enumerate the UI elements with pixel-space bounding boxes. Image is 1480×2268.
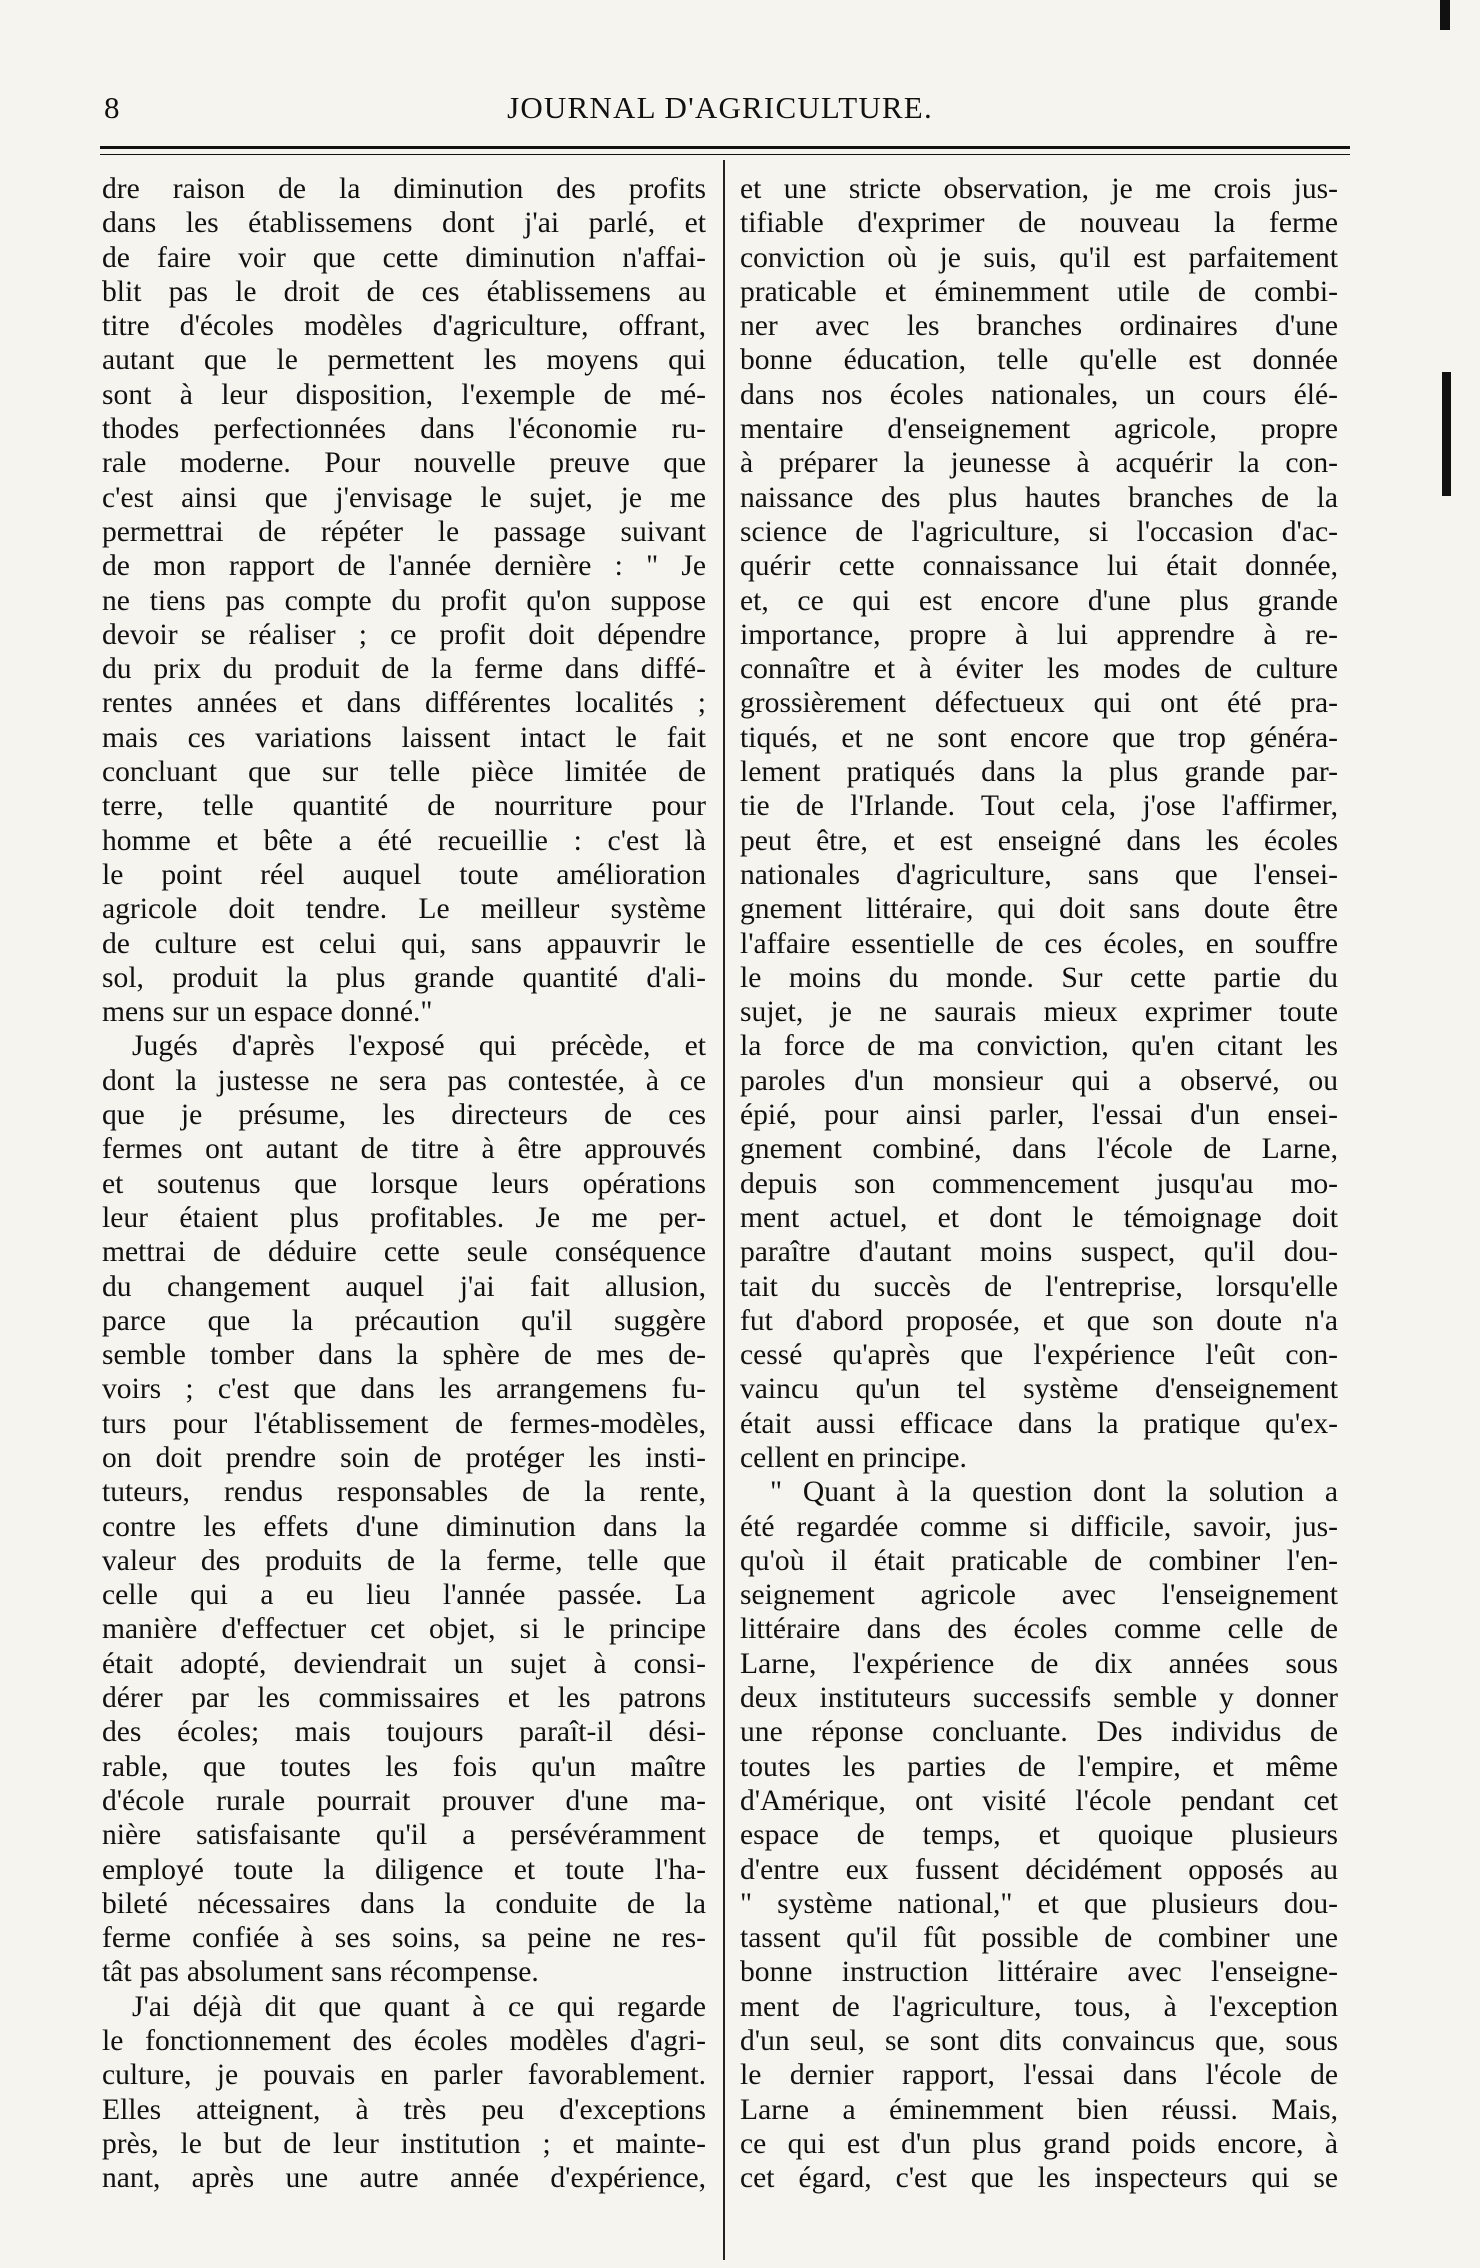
margin-mark-top [1440, 0, 1450, 30]
text-line: tassent qu'il fût possible de combiner une [740, 1922, 1338, 1955]
text-line: dre raison de la diminution des profits [102, 173, 706, 205]
running-title: JOURNAL D'AGRICULTURE. [507, 90, 933, 125]
text-line: ment actuel, et dont le témoignage doit [740, 1201, 1338, 1234]
text-line: nant, après une autre année d'expérience, [102, 2162, 706, 2195]
text-line: paroles d'un monsieur qui a observé, ou [740, 1064, 1338, 1097]
text-line: tait du succès de l'entreprise, lorsqu'elle [740, 1270, 1338, 1303]
text-line: gnement littéraire, qui doit sans doute être [740, 893, 1338, 926]
text-line: J'ai déjà dit que quant à ce qui regarde [132, 1990, 706, 2023]
text-line: et soutenus que lorsque leurs opérations [102, 1167, 706, 1200]
text-line: titre d'écoles modèles d'agriculture, offrant, [102, 310, 706, 343]
text-line: cet égard, c'est que les inspecteurs qui se [740, 2162, 1338, 2195]
text-line: c'est ainsi que j'envisage le sujet, je me [102, 481, 706, 514]
text-line: celle qui a eu lieu l'année passée. La [102, 1579, 706, 1612]
text-line: culture, je pouvais en parler favorablement. [102, 2059, 706, 2092]
text-line: ne tiens pas compte du profit qu'on suppose [102, 584, 706, 617]
text-line: d'école rurale pourrait prouver d'une ma- [102, 1784, 706, 1817]
text-line: science de l'agriculture, si l'occasion d'ac- [740, 515, 1338, 548]
text-line: près, le but de leur institution ; et mainte- [102, 2127, 706, 2160]
text-line: deux instituteurs successifs semble y donner [740, 1682, 1338, 1715]
text-line: de culture est celui qui, sans appauvrir le [102, 927, 706, 960]
text-line: seignement agricole avec l'enseignement [740, 1579, 1338, 1612]
text-line: gnement combiné, dans l'école de Larne, [740, 1133, 1338, 1166]
column-divider [723, 160, 725, 2260]
text-line: l'affaire essentielle de ces écoles, en souffre [740, 927, 1338, 960]
text-line: rale moderne. Pour nouvelle preuve que [102, 447, 706, 480]
text-line: grossièrement défectueux qui ont été pra- [740, 687, 1338, 720]
text-line: fut d'abord proposée, et que son doute n'a [740, 1304, 1338, 1337]
text-line: d'Amérique, ont visité l'école pendant cet [740, 1784, 1338, 1817]
text-line: mentaire d'enseignement agricole, propre [740, 413, 1338, 446]
text-line: lement pratiqués dans la plus grande par- [740, 756, 1338, 789]
text-line: sujet, je ne saurais mieux exprimer toute [740, 996, 1338, 1029]
text-line: cessé qu'après que l'expérience l'eût con- [740, 1339, 1338, 1372]
text-line: tât pas absolument sans récompense. [102, 1956, 539, 1989]
text-line: cellent en principe. [740, 1441, 967, 1474]
text-line: été regardée comme si difficile, savoir, jus- [740, 1510, 1338, 1543]
text-line: de faire voir que cette diminution n'affai- [102, 241, 706, 274]
text-line: le point réel auquel toute amélioration [102, 858, 706, 891]
text-line: était aussi efficace dans la pratique qu'ex- [740, 1407, 1338, 1440]
text-line: espace de temps, et quoique plusieurs [740, 1819, 1338, 1852]
text-line: bileté nécessaires dans la conduite de la [102, 1887, 706, 1920]
text-line: thodes perfectionnées dans l'économie ru- [102, 413, 706, 446]
page-header [100, 86, 1340, 136]
text-line: parce que la précaution qu'il suggère [102, 1304, 706, 1337]
text-line: Larne, l'expérience de dix années sous [740, 1647, 1338, 1680]
text-line: tuteurs, rendus responsables de la rente, [102, 1476, 706, 1509]
text-line: du changement auquel j'ai fait allusion, [102, 1270, 706, 1303]
text-line: le fonctionnement des écoles modèles d'agri- [102, 2025, 706, 2058]
text-line: concluant que sur telle pièce limitée de [102, 756, 706, 789]
text-line: blit pas le droit de ces établissemens au [102, 275, 706, 308]
text-line: une réponse concluante. Des individus de [740, 1716, 1338, 1749]
text-line: dérer par les commissaires et les patrons [102, 1682, 706, 1715]
text-line: et, ce qui est encore d'une plus grande [740, 584, 1338, 617]
text-line: épié, pour ainsi parler, l'essai d'un ensei- [740, 1099, 1338, 1132]
text-line: voirs ; c'est que dans les arrangemens fu- [102, 1373, 706, 1406]
text-line: semble tomber dans la sphère de mes de- [102, 1339, 706, 1372]
text-line: fermes ont autant de titre à être approuvés [102, 1133, 706, 1166]
text-line: terre, telle quantité de nourriture pour [102, 790, 706, 823]
text-line: autant que le permettent les moyens qui [102, 344, 706, 377]
text-line: Jugés d'après l'exposé qui précède, et [132, 1030, 706, 1063]
text-line: qu'où il était praticable de combiner l'en- [740, 1544, 1338, 1577]
text-line: agricole doit tendre. Le meilleur système [102, 893, 706, 926]
page-number: 8 [104, 90, 120, 125]
right-column [740, 172, 1338, 2196]
text-line: depuis son commencement jusqu'au mo- [740, 1167, 1338, 1200]
text-line: d'entre eux fussent décidément opposés au [740, 1853, 1338, 1886]
text-line: le dernier rapport, l'essai dans l'école de [740, 2059, 1338, 2092]
text-line: ner avec les branches ordinaires d'une [740, 310, 1338, 343]
left-column [102, 172, 706, 2196]
text-line: manière d'effectuer cet objet, si le principe [102, 1613, 706, 1646]
text-line: mettrai de déduire cette seule conséquence [102, 1236, 706, 1269]
text-line: que je présume, les directeurs de ces [102, 1099, 706, 1132]
text-line: ferme confiée à ses soins, sa peine ne res- [102, 1922, 706, 1955]
text-line: leur étaient plus profitables. Je me per- [102, 1201, 706, 1234]
text-line: littéraire dans des écoles comme celle de [740, 1613, 1338, 1646]
header-rule-thick [100, 146, 1350, 149]
text-line: paraître d'autant moins suspect, qu'il dou- [740, 1236, 1338, 1269]
text-line: de mon rapport de l'année dernière : " Je [102, 550, 706, 583]
text-line: du prix du produit de la ferme dans diffé- [102, 653, 706, 686]
text-line: et une stricte observation, je me crois jus- [740, 173, 1338, 205]
text-line: " Quant à la question dont la solution a [770, 1476, 1338, 1509]
text-line: tiqués, et ne sont encore que trop généra- [740, 721, 1338, 754]
text-line: mens sur un espace donné." [102, 996, 433, 1029]
text-line: était adopté, deviendrait un sujet à consi- [102, 1647, 706, 1680]
text-line: conviction où je suis, qu'il est parfaitement [740, 241, 1338, 274]
text-line: valeur des produits de la ferme, telle que [102, 1544, 706, 1577]
text-line: employé toute la diligence et toute l'ha- [102, 1853, 706, 1886]
text-line: on doit prendre soin de protéger les insti- [102, 1441, 706, 1474]
text-line: ment de l'agriculture, tous, à l'exception [740, 1990, 1338, 2023]
text-line: sont à leur disposition, l'exemple de mé- [102, 378, 706, 411]
text-line: d'un seul, se sont dits convaincus que, sous [740, 2025, 1338, 2058]
header-rule-thin [100, 154, 1350, 155]
text-line: praticable et éminemment utile de combi- [740, 275, 1338, 308]
text-line: la force de ma conviction, qu'en citant les [740, 1030, 1338, 1063]
text-line: quérir cette connaissance lui était donnée, [740, 550, 1338, 583]
text-line: contre les effets d'une diminution dans la [102, 1510, 706, 1543]
text-line: vaincu qu'un tel système d'enseignement [740, 1373, 1338, 1406]
text-line: toutes les parties de l'empire, et même [740, 1750, 1338, 1783]
text-line: le moins du monde. Sur cette partie du [740, 961, 1338, 994]
margin-mark-middle [1442, 372, 1451, 496]
text-line: peut être, et est enseigné dans les écoles [740, 824, 1338, 857]
text-line: permettrai de répéter le passage suivant [102, 515, 706, 548]
text-line: mais ces variations laissent intact le fait [102, 721, 706, 754]
text-line: ce qui est d'un plus grand poids encore, à [740, 2127, 1338, 2160]
text-line: homme et bête a été recueillie : c'est là [102, 824, 706, 857]
text-line: tie de l'Irlande. Tout cela, j'ose l'affirmer, [740, 790, 1338, 823]
text-line: des écoles; mais toujours paraît-il dési- [102, 1716, 706, 1749]
text-line: turs pour l'établissement de fermes-modèles, [102, 1407, 706, 1440]
text-line: importance, propre à lui apprendre à re- [740, 618, 1338, 651]
text-line: sol, produit la plus grande quantité d'ali- [102, 961, 706, 994]
text-line: " système national," et que plusieurs dou- [740, 1887, 1338, 1920]
text-line: bonne éducation, telle qu'elle est donnée [740, 344, 1338, 377]
text-line: à préparer la jeunesse à acquérir la con- [740, 447, 1338, 480]
text-line: dans les établissemens dont j'ai parlé, et [102, 207, 706, 240]
text-line: tifiable d'exprimer de nouveau la ferme [740, 207, 1338, 240]
text-line: connaître et à éviter les modes de culture [740, 653, 1338, 686]
text-line: rentes années et dans différentes localités ; [102, 687, 706, 720]
text-line: dans nos écoles nationales, un cours élé- [740, 378, 1338, 411]
text-line: rable, que toutes les fois qu'un maître [102, 1750, 706, 1783]
text-line: Elles atteignent, à très peu d'exceptions [102, 2093, 706, 2126]
text-line: devoir se réaliser ; ce profit doit dépendre [102, 618, 706, 651]
text-line: dont la justesse ne sera pas contestée, à ce [102, 1064, 706, 1097]
text-line: Larne a éminemment bien réussi. Mais, [740, 2093, 1338, 2126]
text-line: naissance des plus hautes branches de la [740, 481, 1338, 514]
text-line: nationales d'agriculture, sans que l'ensei- [740, 858, 1338, 891]
text-line: bonne instruction littéraire avec l'enseigne- [740, 1956, 1338, 1989]
text-line: nière satisfaisante qu'il a persévéramment [102, 1819, 706, 1852]
